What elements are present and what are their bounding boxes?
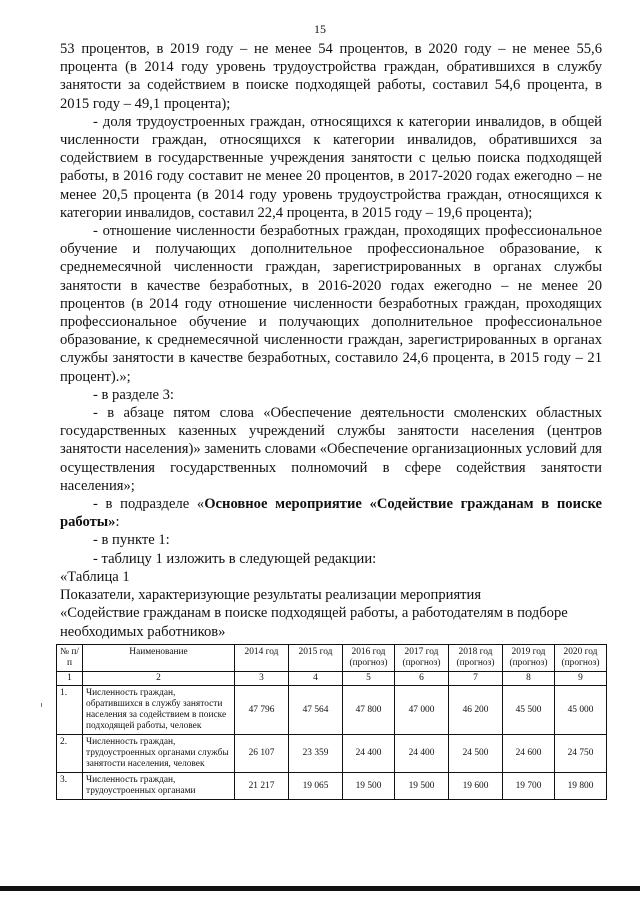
cell-value: 19 700 <box>503 773 555 800</box>
table-caption-line-1: Показатели, характеризующие результаты реализации мероприятия <box>60 587 482 604</box>
scan-bottom-edge <box>0 886 640 891</box>
subsection-prefix: - в подразделе « <box>93 496 205 513</box>
paragraph-disabled-share: - доля трудоустроенных граждан, относящихся к категории инвалидов, в общей численности граждан, относящихся к категории инвалидов, обратившихся за содействием в государственные учреждения занятости с целью поиска подходящей работы, в 2016 году составит не менее 20 процентов, в 2017-2020 годах ежегодно – не менее 20,5 процента (в 2014 году уровень трудоустройства граждан, относящихся к категории инвалидов, составил 22,4 процента, в 2015 году – 19,6 процента); <box>60 113 602 221</box>
row-name: Численность граждан, трудоустроенных органами <box>83 773 235 800</box>
subsection-suffix: : <box>115 514 120 531</box>
header-2017: 2017 год (прогноз) <box>395 645 449 672</box>
cell-value: 24 400 <box>343 735 395 773</box>
header-2019: 2019 год (прогноз) <box>503 645 555 672</box>
header-name: Наименование <box>83 645 235 672</box>
row-index: 3. <box>57 773 83 800</box>
paragraph-employment-rate: 53 процентов, в 2019 году – не менее 54 процентов, в 2020 году – не менее 55,6 процента (в 2014 году уровень трудоустройства граждан, обратившихся в службу занятости за содействием в поиске подходящей работы, составил 54,6 процента, в 2015 году – 49,1 процента); <box>60 41 602 112</box>
indicators-table <box>56 644 607 800</box>
scan-margin-mark <box>41 703 42 707</box>
paragraph-training-ratio: - отношение численности безработных граждан, проходящих профессиональное обучение и получающих дополнительное профессиональное образование, к среднемесячной численности граждан, зарегистрированных в органах службы занятости в качестве безработных, в 2016-2020 годах ежегодно – не менее 20 процентов (в 2014 году отношение численности безработных граждан, проходящих профессиональное обучение и получающих дополнительное профессиональное образование, к среднемесячной численности граждан, зарегистрированных в органах службы занятости в качестве безработных, составило 24,6 процента, в 2015 году – 21 процент).»; <box>60 223 602 385</box>
cell-value: 24 600 <box>503 735 555 773</box>
cell-value: 19 500 <box>343 773 395 800</box>
document-body <box>60 40 602 641</box>
column-number: 5 <box>343 672 395 686</box>
paragraph-table-instruction: - таблицу 1 изложить в следующей редакции: <box>93 550 377 567</box>
cell-value: 19 500 <box>395 773 449 800</box>
cell-value: 21 217 <box>235 773 289 800</box>
column-number: 2 <box>83 672 235 686</box>
cell-value: 45 000 <box>555 686 607 735</box>
cell-value: 45 500 <box>503 686 555 735</box>
paragraph-replace-words: - в абзаце пятом слова «Обеспечение деятельности смоленских областных государственных казенных учреждений службы занятости населения (центров занятости населения)» заменить словами «Обеспечение организационных условий для осуществления государственных полномочий в сфере содействия занятости населения»; <box>60 405 602 494</box>
cell-value: 19 600 <box>449 773 503 800</box>
row-name: Численность граждан, обратившихся в службу занятости населения за содействием в поиске подходящей работы, человек <box>83 686 235 735</box>
header-2020: 2020 год (прогноз) <box>555 645 607 672</box>
cell-value: 47 564 <box>289 686 343 735</box>
cell-value: 24 500 <box>449 735 503 773</box>
paragraph-subsection <box>60 495 602 531</box>
cell-value: 24 400 <box>395 735 449 773</box>
cell-value: 47 800 <box>343 686 395 735</box>
table-caption-line-3: необходимых работников» <box>60 623 226 640</box>
paragraph-point-1: - в пункте 1: <box>93 532 170 549</box>
column-number: 6 <box>395 672 449 686</box>
column-number: 3 <box>235 672 289 686</box>
cell-value: 26 107 <box>235 735 289 773</box>
row-name: Численность граждан, трудоустроенных органами службы занятости населения, человек <box>83 735 235 773</box>
header-2015: 2015 год <box>289 645 343 672</box>
cell-value: 47 796 <box>235 686 289 735</box>
cell-value: 19 065 <box>289 773 343 800</box>
header-number: № п/п <box>57 645 83 672</box>
table-column-numbers-row <box>57 672 607 686</box>
cell-value: 24 750 <box>555 735 607 773</box>
header-2016: 2016 год (прогноз) <box>343 645 395 672</box>
column-number: 7 <box>449 672 503 686</box>
table-header-row <box>57 645 607 672</box>
cell-value: 19 800 <box>555 773 607 800</box>
column-number: 1 <box>57 672 83 686</box>
table-row <box>57 773 607 800</box>
table-row <box>57 735 607 773</box>
header-2018: 2018 год (прогноз) <box>449 645 503 672</box>
column-number: 8 <box>503 672 555 686</box>
row-index: 1. <box>57 686 83 735</box>
paragraph-section-3: - в разделе 3: <box>93 386 174 403</box>
page-number: 15 <box>314 22 326 36</box>
cell-value: 47 000 <box>395 686 449 735</box>
row-index: 2. <box>57 735 83 773</box>
header-2014: 2014 год <box>235 645 289 672</box>
table-caption-line-2: «Содействие гражданам в поиске подходящей работы, а работодателям в подборе <box>60 605 568 622</box>
column-number: 9 <box>555 672 607 686</box>
table-label: «Таблица 1 <box>60 568 130 585</box>
cell-value: 46 200 <box>449 686 503 735</box>
column-number: 4 <box>289 672 343 686</box>
subsection-title: Основное мероприятие «Содействие гражданам в поиске работы» <box>60 496 602 531</box>
table-row <box>57 686 607 735</box>
cell-value: 23 359 <box>289 735 343 773</box>
